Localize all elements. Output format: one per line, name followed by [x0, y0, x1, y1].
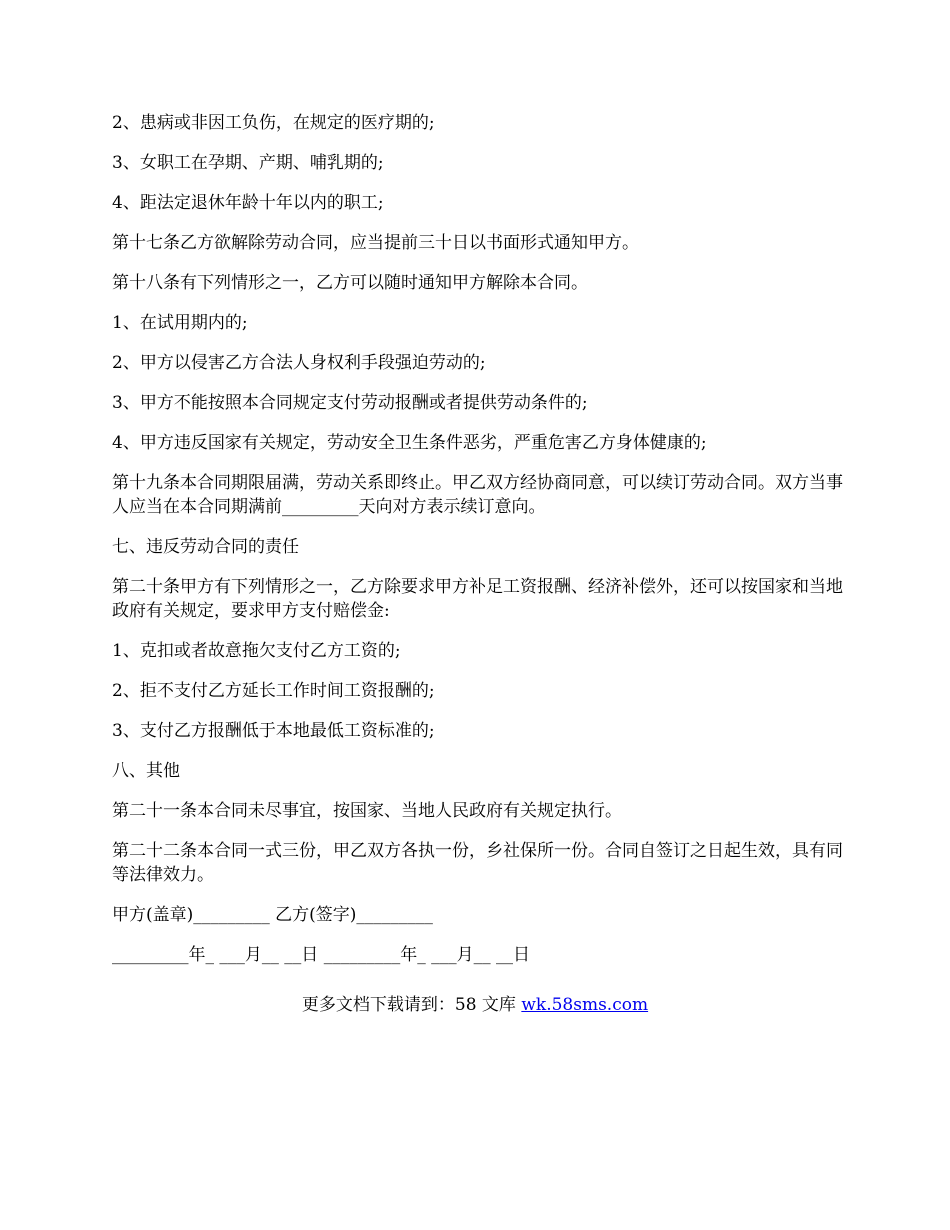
paragraph: 4、距法定退休年龄十年以内的职工;: [112, 193, 384, 213]
paragraph: 第十九条本合同期限届满，劳动关系即终止。甲乙双方经协商同意，可以续订劳动合同。双方当事人应当在本合同期满前_________天向对方表示续订意向。: [112, 473, 843, 517]
signature-line: 甲方(盖章)_________ 乙方(签字)_________: [112, 905, 433, 925]
document-body: [112, 111, 852, 983]
footer-text: 更多文档下载请到：58 文库: [301, 995, 522, 1015]
paragraph: 2、甲方以侵害乙方合法人身权利手段强迫劳动的;: [112, 353, 486, 373]
footer-link[interactable]: wk.58sms.com: [521, 995, 649, 1015]
paragraph: 第二十二条本合同一式三份，甲乙双方各执一份，乡社保所一份。合同自签订之日起生效，具有同等法律效力。: [112, 841, 843, 885]
date-line: _________年_ ___月__ __日 _________年_ ___月__ __日: [112, 945, 531, 965]
paragraph: 3、女职工在孕期、产期、哺乳期的;: [112, 153, 384, 173]
paragraph: 4、甲方违反国家有关规定，劳动安全卫生条件恶劣，严重危害乙方身体健康的;: [112, 433, 707, 453]
paragraph: 第十七条乙方欲解除劳动合同，应当提前三十日以书面形式通知甲方。: [112, 233, 639, 253]
footer: [0, 993, 950, 1017]
section-heading: 七、违反劳动合同的责任: [112, 537, 299, 557]
paragraph: 2、拒不支付乙方延长工作时间工资报酬的;: [112, 681, 435, 701]
paragraph: 3、甲方不能按照本合同规定支付劳动报酬或者提供劳动条件的;: [112, 393, 588, 413]
paragraph: 1、克扣或者故意拖欠支付乙方工资的;: [112, 641, 401, 661]
paragraph: 1、在试用期内的;: [112, 313, 248, 333]
paragraph: 第二十一条本合同未尽事宜，按国家、当地人民政府有关规定执行。: [112, 801, 622, 821]
paragraph: 第二十条甲方有下列情形之一，乙方除要求甲方补足工资报酬、经济补偿外，还可以按国家和当地政府有关规定，要求甲方支付赔偿金:: [112, 577, 843, 621]
paragraph: 3、支付乙方报酬低于本地最低工资标准的;: [112, 721, 435, 741]
paragraph: 第十八条有下列情形之一，乙方可以随时通知甲方解除本合同。: [112, 273, 588, 293]
paragraph: 2、患病或非因工负伤，在规定的医疗期的;: [112, 113, 435, 133]
section-heading: 八、其他: [112, 761, 180, 781]
